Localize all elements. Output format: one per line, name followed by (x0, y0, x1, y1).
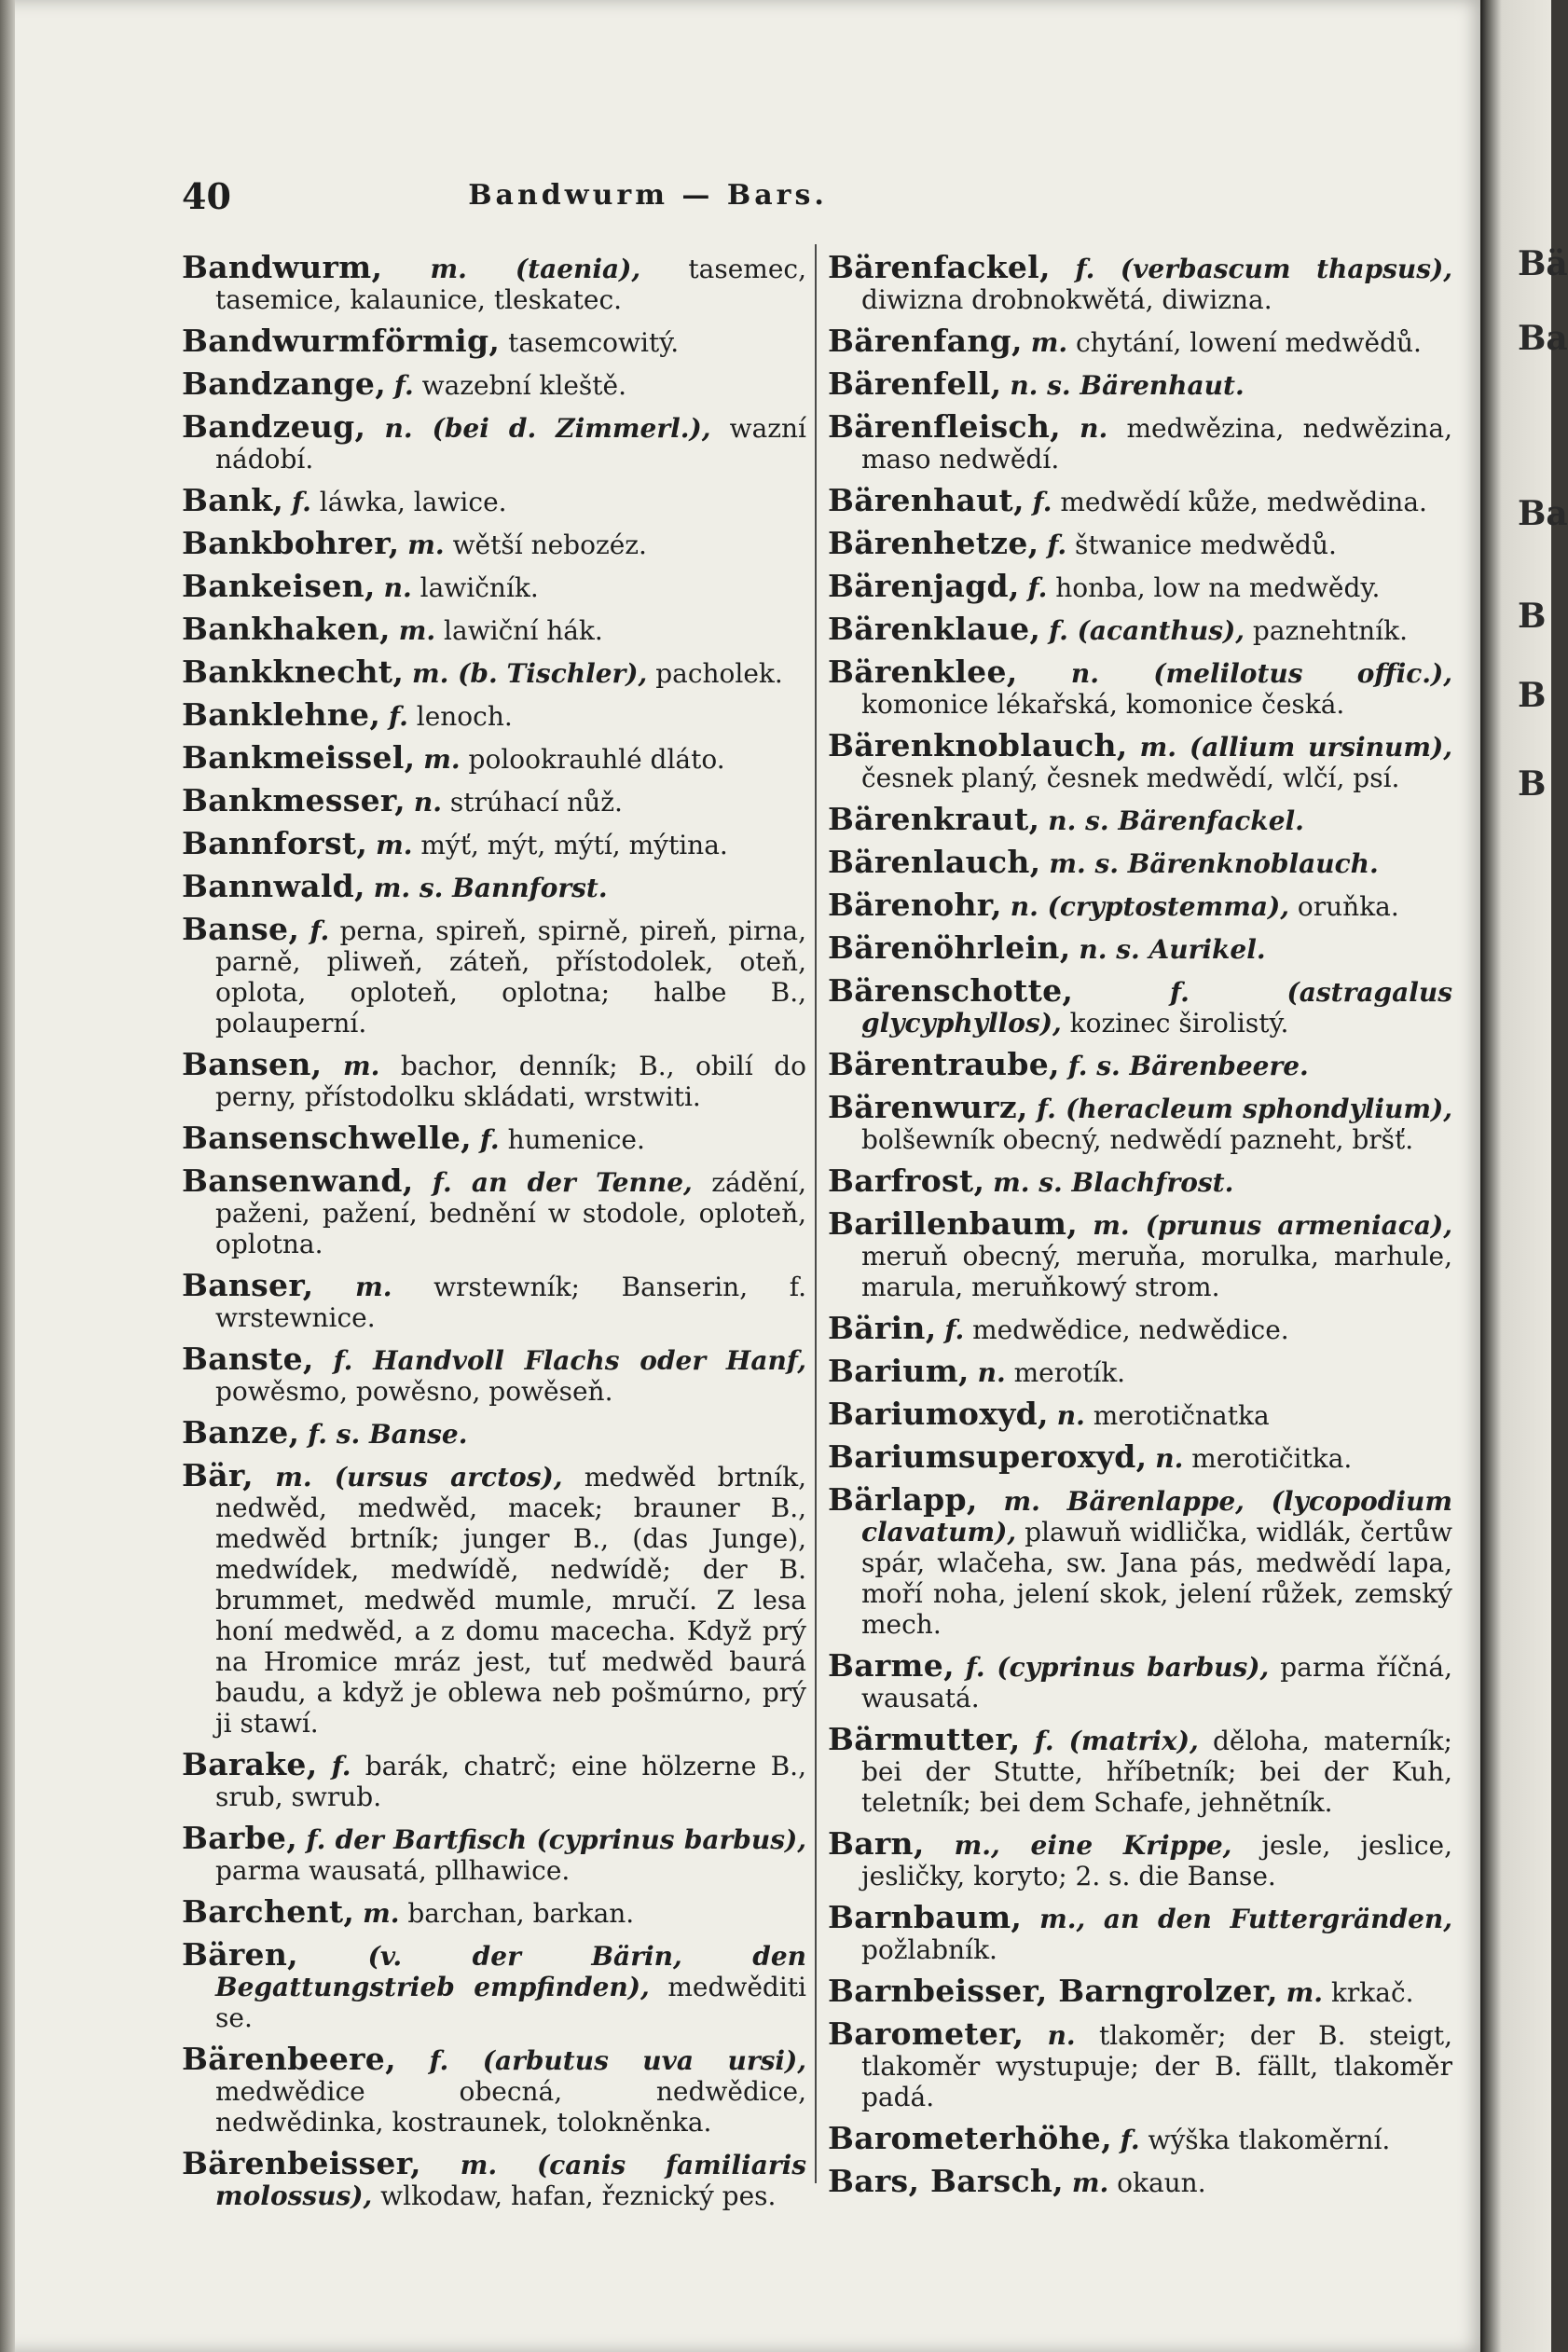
entry-definition: komonice lékařská, komonice česká. (861, 689, 1345, 720)
entry-definition: honba, low na medwědy. (1055, 572, 1381, 603)
entry-headword: Bärenklaue, (828, 611, 1041, 647)
entry-definition: medwěditi se. (215, 1972, 806, 2033)
entry-grammar-note: m. s. Bannforst. (373, 873, 608, 903)
entry-grammar-note: f. (matrix), (1034, 1726, 1199, 1756)
entry-grammar-note: m. (398, 615, 436, 646)
left-column (182, 249, 807, 2221)
entry-definition: barchan, barkan. (407, 1898, 635, 1929)
entry-headword: Bärenkraut, (828, 801, 1040, 837)
entry-definition: okaun. (1117, 2167, 1206, 2198)
entry-grammar-note: n. (cryptostemma), (1010, 891, 1289, 922)
next-page-fragment: Bä (1518, 244, 1568, 283)
dictionary-entry (182, 568, 806, 604)
dictionary-entry (182, 325, 806, 358)
entry-grammar-note: n. (1155, 1443, 1184, 1474)
entry-headword: Bankeisen, (182, 568, 376, 604)
entry-grammar-note: m. (355, 1272, 392, 1302)
entry-definition: merotík. (1013, 1357, 1126, 1388)
entry-headword: Bären, (182, 1936, 298, 1973)
entry-headword: Bärentraube, (828, 1046, 1060, 1082)
dictionary-entry (182, 911, 807, 1038)
entry-definition: štwanice medwědů. (1075, 530, 1337, 560)
next-page-fragment: Ba (1518, 494, 1568, 533)
entry-headword: Bankbohrer, (182, 525, 400, 561)
dictionary-entry (182, 1267, 807, 1333)
entry-definition: chytání, lowení medwědů. (1075, 327, 1422, 358)
entry-definition: mýť, mýt, mýtí, mýtina. (420, 830, 728, 860)
entry-headword: Bannwald, (182, 868, 365, 904)
entry-grammar-note: m. (376, 830, 413, 860)
entry-headword: Bärenhaut, (828, 482, 1025, 518)
entry-headword: Bärenöhrlein, (828, 929, 1071, 966)
entry-definition: wětší nebozéz. (452, 530, 647, 560)
dictionary-entry (828, 2163, 1452, 2199)
entry-grammar-note: m. (1030, 327, 1068, 358)
entry-grammar-note: f. (479, 1124, 500, 1155)
dictionary-entry (828, 1721, 1452, 1818)
entry-headword: Bärenknoblauch, (828, 727, 1128, 763)
entry-grammar-note: m. (canis familiaris molossus), (215, 2150, 806, 2211)
entry-definition: plawuň widlička, widlák, čertůw spár, wlačeha, sw. Jana pás, medwědí lapa, moří noha, jelení skok, jelení růžek, zemský mech. (861, 1517, 1452, 1640)
entry-definition: barák, chatrč; eine hölzerne B., srub, swrub. (215, 1751, 806, 1812)
dictionary-entry (182, 408, 807, 475)
dictionary-entry (828, 1481, 1453, 1640)
entry-grammar-note: f. Handvoll Flachs oder Hanf, (333, 1345, 806, 1376)
entry-grammar-note: f. an der Tenne, (432, 1167, 693, 1198)
dictionary-entry (182, 613, 806, 646)
entry-definition: parma wausatá, pllhawice. (215, 1855, 571, 1886)
entry-grammar-note: n. (melilotus offic.), (1070, 658, 1452, 689)
entry-grammar-note: m. (363, 1898, 400, 1929)
entry-grammar-note: f. (1027, 572, 1048, 603)
entry-definition: merotičitka. (1191, 1443, 1353, 1474)
entry-definition: děloha, materník; bei der Stutte, hříbetník; bei der Kuh, teletník; bei dem Schafe, jehnětník. (861, 1726, 1452, 1818)
entry-headword: Bandzange, (182, 365, 387, 402)
entry-grammar-note: m. (1071, 2167, 1109, 2198)
entry-grammar-note: m. (423, 744, 461, 775)
entry-definition: česnek planý, česnek medwědí, wlčí, psí. (861, 763, 1400, 793)
entry-definition: parma říčná, wausatá. (861, 1652, 1453, 1713)
dictionary-entry (828, 2120, 1452, 2156)
entry-headword: Bärenohr, (828, 887, 1002, 923)
dictionary-entry (828, 568, 1452, 604)
entry-definition: wýška tlakoměrní. (1148, 2125, 1391, 2155)
entry-grammar-note: n. (1080, 413, 1108, 444)
entry-grammar-note: m., eine Krippe, (954, 1830, 1232, 1861)
entry-grammar-note: (v. der Bärin, den Begattungstrieb empfinden), (215, 1941, 806, 2002)
entry-grammar-note: f. (heracleum sphondylium), (1037, 1093, 1452, 1124)
dictionary-entry (828, 1355, 1452, 1388)
entry-headword: Bankhaken, (182, 611, 391, 647)
dictionary-entry (182, 249, 806, 315)
dictionary-entry (182, 782, 806, 818)
dictionary-entry (828, 653, 1452, 720)
entry-definition: lawiční hák. (444, 615, 603, 646)
entry-definition: požlabník. (861, 1934, 997, 1965)
right-column (828, 249, 1453, 2208)
entry-definition: strúhací nůž. (449, 787, 623, 818)
entry-definition: perna, spireň, spirně, pireň, pirna, parně, pliweň, záteň, přístodolek, oteň, oplota, oploteň, oplotna; halbe B., polauperní. (215, 915, 807, 1038)
entry-headword: Bansen, (182, 1046, 323, 1082)
entry-headword: Bariumsuperoxyd, (828, 1438, 1148, 1475)
entry-definition: bachor, denník; B., obilí do perny, přístodolku skládati, wrstwiti. (215, 1051, 806, 1112)
entry-grammar-note: m. (407, 530, 445, 560)
entry-grammar-note: n. (bei d. Zimmerl.), (384, 413, 711, 444)
entry-definition: kozinec širolistý. (1069, 1008, 1289, 1038)
entry-definition: tasemcowitý. (508, 327, 680, 358)
entry-grammar-note: f. (1120, 2125, 1140, 2155)
entry-definition: wazební kleště. (421, 370, 627, 401)
dictionary-entry (828, 846, 1452, 879)
entry-definition: meruň obecný, meruňa, morulka, marhule, marula, meruňkowý strom. (861, 1241, 1452, 1302)
entry-headword: Bärlapp, (828, 1481, 978, 1518)
entry-headword: Bandwurmförmig, (182, 323, 501, 359)
entry-grammar-note: f. s. Bärenbeere. (1067, 1051, 1309, 1081)
entry-definition: lenoch. (416, 701, 513, 732)
next-page-edge (1480, 0, 1568, 2352)
entry-grammar-note: n. s. Aurikel. (1079, 934, 1266, 965)
entry-grammar-note: n. s. Bärenfackel. (1048, 805, 1304, 836)
entry-headword: Bärenfell, (828, 365, 1002, 402)
entry-headword: Bär, (182, 1457, 254, 1493)
entry-grammar-note: f. (1032, 487, 1052, 517)
entry-definition: tlakoměr; der B. steigt, tlakoměr wystupuje; der B. fällt, tlakoměr padá. (861, 2020, 1452, 2112)
entry-grammar-note: m. s. Bärenknoblauch. (1049, 848, 1379, 879)
entry-grammar-note: m. (b. Tischler), (412, 658, 648, 689)
dictionary-entry (182, 1414, 806, 1451)
entry-headword: Bansenwand, (182, 1162, 414, 1199)
entry-definition: medwěd brtník, nedwěd, medwěd, macek; brauner B., medwěd brtník; junger B., (das Junge), medwídek, medwídě, nedwídě; der B. brummet, medwěd mumle, mručí. Z lesa honí medwěd, a z domu macecha. Když prý na Hromice mráz jest, tuť medwěd baurá baudu, a když je oblewa neb pošmúrno, prý ji stawí. (215, 1462, 806, 1739)
dictionary-entry (182, 1122, 806, 1155)
page-header (182, 175, 1445, 222)
entry-grammar-note: f. s. Banse. (308, 1419, 468, 1450)
entry-headword: Bärenschotte, (828, 972, 1074, 1009)
entry-grammar-note: n. (1056, 1400, 1085, 1431)
entry-definition: tasemec, tasemice, kalaunice, tleskatec. (215, 254, 806, 315)
entry-headword: Bärenfang, (828, 323, 1023, 359)
dictionary-entry (182, 868, 806, 904)
entry-headword: Barfrost, (828, 1162, 985, 1199)
entry-definition: medwědice, nedwědice. (972, 1314, 1289, 1345)
entry-grammar-note: m. (taenia), (430, 254, 641, 284)
entry-headword: Bärenbeere, (182, 2041, 396, 2077)
entry-definition: humenice. (507, 1124, 645, 1155)
entry-definition: paznehtník. (1252, 615, 1409, 646)
entry-definition: medwězina, nedwězina, maso nedwědí. (861, 413, 1452, 475)
entry-definition: pacholek. (655, 658, 783, 689)
dictionary-entry (828, 1162, 1452, 1199)
entry-definition: wlkodaw, hafan, řeznický pes. (380, 2180, 777, 2211)
entry-grammar-note: f. (1047, 530, 1067, 560)
entry-grammar-note: m. (342, 1051, 380, 1081)
dictionary-entry (182, 1457, 806, 1739)
entry-definition: krkač. (1330, 1977, 1414, 2008)
dictionary-entry (182, 2145, 806, 2211)
entry-headword: Banze, (182, 1414, 300, 1451)
entry-definition: wrstewník; Banserin, f. wrstewnice. (215, 1272, 807, 1333)
entry-headword: Barometerhöhe, (828, 2120, 1112, 2156)
entry-headword: Bariumoxyd, (828, 1396, 1049, 1432)
next-page-fragment: B (1518, 597, 1547, 636)
entry-grammar-note: m. (1286, 1977, 1324, 2008)
entry-headword: Barnbaum, (828, 1899, 1023, 1935)
entry-grammar-note: f. (331, 1751, 351, 1781)
entry-grammar-note: f. (393, 370, 414, 401)
entry-grammar-note: f. (arbutus uva ursi), (429, 2045, 806, 2076)
dictionary-entry (828, 1438, 1452, 1475)
dictionary-entry (828, 1046, 1452, 1082)
dictionary-entry (828, 1398, 1452, 1431)
dictionary-entry (828, 408, 1452, 475)
dictionary-entry (828, 1089, 1452, 1155)
entry-headword: Bärin, (828, 1310, 937, 1346)
next-page-fragment: Ba (1518, 319, 1568, 358)
entry-grammar-note: n. (1047, 2020, 1076, 2051)
dictionary-entry (182, 739, 806, 776)
dictionary-entry (182, 525, 806, 561)
entry-headword: Barbe, (182, 1820, 298, 1856)
entry-headword: Banste, (182, 1341, 314, 1377)
dictionary-entry (182, 1822, 806, 1886)
entry-grammar-note: n. s. Bärenhaut. (1010, 370, 1245, 401)
entry-grammar-note: m. (prunus armeniaca), (1093, 1210, 1452, 1241)
entry-grammar-note: m. (allium ursinum), (1139, 732, 1452, 763)
entry-headword: Barme, (828, 1647, 955, 1684)
dictionary-entry (182, 1936, 806, 2033)
dictionary-entry (828, 249, 1452, 315)
dictionary-entry (182, 825, 806, 861)
entry-definition: powěsmo, powěsno, powěseň. (215, 1376, 613, 1407)
page-number: 40 (182, 175, 231, 217)
next-page-fragment: B (1518, 764, 1547, 804)
entry-headword: Bärenhetze, (828, 525, 1039, 561)
entry-definition: oruňka. (1297, 891, 1399, 922)
entry-definition: polookrauhlé dláto. (468, 744, 725, 775)
dictionary-entry (828, 889, 1452, 922)
entry-headword: Barchent, (182, 1893, 355, 1930)
entry-definition: láwka, lawice. (319, 487, 507, 517)
entry-headword: Barometer, (828, 2015, 1025, 2052)
entry-definition: medwědice obecná, nedwědice, nedwědinka, kostraunek, tolokněnka. (215, 2076, 806, 2138)
dictionary-entry (182, 1162, 807, 1259)
dictionary-entry (182, 1343, 806, 1407)
dictionary-entry (182, 696, 806, 733)
entry-headword: Bars, Barsch, (828, 2163, 1064, 2199)
dictionary-entry (828, 972, 1452, 1038)
entry-definition: zádění, paženi, pažení, bednění w stodole, oploteň, oplotna. (215, 1167, 807, 1259)
entry-grammar-note: m. Bärenlappe, (lycopodium clavatum), (861, 1486, 1453, 1547)
entry-grammar-note: f. (verbascum thapsus), (1075, 254, 1452, 284)
entry-definition: lawičník. (420, 572, 539, 603)
dictionary-entry (828, 365, 1452, 402)
entry-headword: Bansenschwelle, (182, 1120, 472, 1156)
dictionary-entry (828, 1310, 1452, 1346)
entry-grammar-note: m., an den Futtergränden, (1039, 1904, 1452, 1934)
entry-headword: Barillenbaum, (828, 1205, 1079, 1242)
entry-headword: Barnbeisser, Barngrolzer, (828, 1973, 1278, 2009)
entry-definition: merotičnatka (1093, 1400, 1270, 1431)
dictionary-entry (828, 1205, 1452, 1302)
dictionary-entry (182, 1893, 806, 1930)
entry-headword: Bandzeug, (182, 408, 366, 445)
entry-headword: Bärenjagd, (828, 568, 1020, 604)
entry-grammar-note: f. der Bartfisch (cyprinus barbus), (306, 1824, 807, 1855)
dictionary-entry (828, 801, 1452, 837)
dictionary-entry (828, 613, 1452, 646)
entry-definition: medwědí kůže, medwědina. (1060, 487, 1427, 517)
entry-headword: Bärenbeisser, (182, 2145, 421, 2181)
entry-grammar-note: f. (acanthus), (1049, 615, 1245, 646)
entry-grammar-note: f. (944, 1314, 965, 1345)
entry-definition: diwizna drobnokwětá, diwizna. (861, 284, 1272, 315)
entry-headword: Bärenklee, (828, 653, 1018, 690)
dictionary-entry (182, 1046, 806, 1112)
entry-grammar-note: m. (ursus arctos), (275, 1462, 563, 1492)
dictionary-entry (182, 653, 806, 690)
dictionary-entry (182, 2043, 806, 2138)
entry-grammar-note: n. (383, 572, 412, 603)
entry-headword: Barium, (828, 1353, 970, 1389)
entry-headword: Bank, (182, 482, 284, 518)
dictionary-entry (828, 1899, 1452, 1965)
next-page-fragment: B (1518, 676, 1547, 715)
entry-headword: Bankmesser, (182, 782, 406, 818)
entry-grammar-note: n. (977, 1357, 1006, 1388)
entry-headword: Bärmutter, (828, 1721, 1021, 1757)
entry-grammar-note: f. (cyprinus barbus), (965, 1652, 1270, 1683)
dictionary-entry (828, 482, 1452, 518)
entry-grammar-note: f. (astragalus glycyphyllos), (861, 977, 1452, 1038)
entry-headword: Bärenwurz, (828, 1089, 1028, 1125)
entry-headword: Barn, (828, 1825, 925, 1862)
entry-headword: Bannforst, (182, 825, 368, 861)
dictionary-entry (182, 365, 806, 402)
entry-grammar-note: f. (309, 915, 330, 946)
dictionary-entry (828, 1825, 1453, 1891)
dictionary-entry (828, 2015, 1452, 2112)
entry-grammar-note: n. (413, 787, 442, 818)
entry-headword: Bärenfackel, (828, 249, 1051, 285)
entry-headword: Banser, (182, 1267, 314, 1303)
dictionary-entry (828, 325, 1452, 358)
entry-headword: Bankknecht, (182, 653, 405, 690)
entry-definition: bolšewník obecný, nedwědí pazneht, bršť. (861, 1124, 1414, 1155)
running-head: Bandwurm — Bars. (468, 179, 828, 212)
dictionary-entry (828, 727, 1452, 793)
entry-grammar-note: f. (292, 487, 311, 517)
dictionary-entry (182, 482, 806, 518)
entry-headword: Barake, (182, 1746, 318, 1782)
entry-definition: jesle, jeslice, jesličky, koryto; 2. s. die Banse. (861, 1830, 1453, 1891)
column-divider (815, 244, 817, 2183)
entry-headword: Banse, (182, 911, 300, 947)
entry-grammar-note: f. (389, 701, 408, 732)
dictionary-entry (828, 525, 1452, 561)
dictionary-entry (182, 1746, 806, 1812)
entry-headword: Bärenlauch, (828, 844, 1041, 880)
entry-headword: Bankmeissel, (182, 739, 416, 776)
dictionary-entry (828, 1975, 1452, 2008)
dictionary-entry (828, 1647, 1453, 1713)
dictionary-entry (828, 929, 1452, 966)
entry-grammar-note: m. s. Blachfrost. (993, 1167, 1234, 1198)
entry-headword: Bärenfleisch, (828, 408, 1061, 445)
entry-definition: wazní nádobí. (215, 413, 807, 475)
entry-headword: Bandwurm, (182, 249, 383, 285)
entry-headword: Banklehne, (182, 696, 381, 733)
